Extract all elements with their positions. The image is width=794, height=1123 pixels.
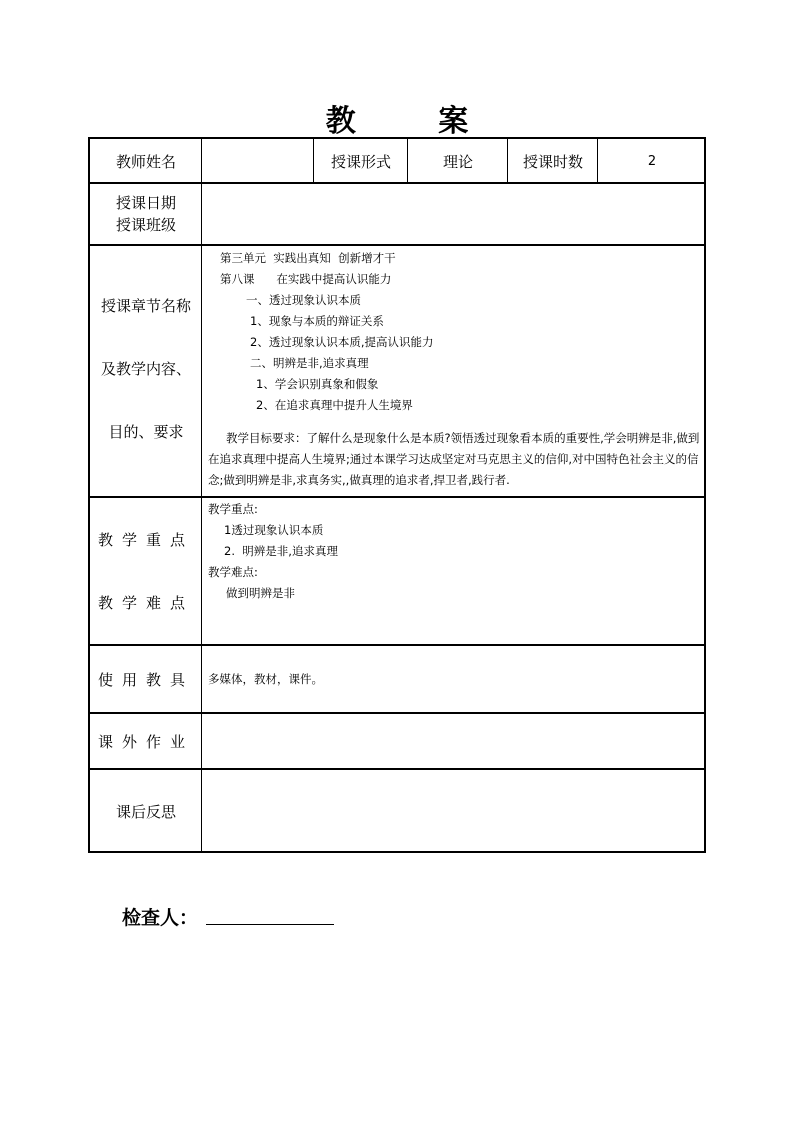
- outline-section: 二、明辨是非,追求真理: [250, 356, 369, 370]
- outline-lesson: 第八课 在实践中提高认识能力: [220, 272, 392, 286]
- date-label: 授课日期: [115, 194, 176, 212]
- outline-item: 1、学会识别真象和假象: [256, 377, 379, 391]
- outline-item: 1、现象与本质的辩证关系: [250, 314, 384, 328]
- difficulty-label: 教学难点: [97, 594, 194, 612]
- lesson-plan-table: [88, 137, 706, 853]
- focus-title: 教学重点:: [208, 502, 258, 516]
- homework-label-text: 课外作业: [97, 732, 194, 751]
- column-divider: [313, 139, 314, 183]
- column-divider: [597, 139, 598, 183]
- focus-item: 1透过现象认识本质: [224, 523, 324, 537]
- homework-label: [90, 713, 202, 769]
- lesson-form-value[interactable]: 理论: [442, 152, 473, 171]
- column-divider: [407, 139, 408, 183]
- row-divider: [90, 182, 704, 184]
- checker-label: 检查人：: [122, 907, 199, 929]
- column-divider: [507, 139, 508, 183]
- focus-label: 教学重点: [97, 531, 194, 549]
- tools-label-text: 使用教具: [97, 670, 194, 689]
- date-class-value[interactable]: [202, 183, 706, 245]
- lesson-hours-value[interactable]: 2: [647, 153, 657, 169]
- key-points-label: [90, 497, 202, 645]
- outline-item: 2、在追求真理中提升人生境界: [256, 398, 413, 412]
- reflection-label: 课后反思: [115, 802, 176, 821]
- teacher-name-value[interactable]: [202, 139, 314, 183]
- page-title: 教 案: [325, 104, 505, 139]
- outline-section: 一、透过现象认识本质: [246, 293, 361, 307]
- teacher-name-label: 教师姓名: [115, 152, 176, 171]
- tools-label: [90, 645, 202, 713]
- difficulty-item: 做到明辨是非: [226, 586, 295, 600]
- row-divider: [90, 768, 704, 770]
- chapter-label-line: 授课章节名称: [100, 297, 191, 315]
- homework-value[interactable]: [202, 713, 706, 769]
- outline-unit: 第三单元 实践出真知 创新增才干: [220, 251, 396, 265]
- checker-signature-line[interactable]: [206, 924, 334, 925]
- class-label: 授课班级: [115, 216, 176, 234]
- reflection-value[interactable]: [202, 769, 706, 853]
- row-divider: [90, 644, 704, 646]
- tools-value: 多媒体，教材，课件。: [208, 671, 323, 686]
- chapter-label: [90, 245, 202, 497]
- key-points-content: [202, 497, 706, 645]
- outline-item: 2、透过现象认识本质,提高认识能力: [250, 335, 434, 349]
- row-divider: [90, 496, 704, 498]
- chapter-label-line: 及教学内容、: [100, 360, 191, 378]
- chapter-content: [202, 245, 706, 497]
- lesson-hours-label: 授课时数: [522, 152, 583, 171]
- row-divider: [90, 712, 704, 714]
- chapter-label-line: 目的、要求: [108, 423, 184, 441]
- focus-item: 2. 明辨是非,追求真理: [224, 544, 338, 558]
- row-divider: [90, 244, 704, 246]
- difficulty-title: 教学难点:: [208, 565, 258, 579]
- date-class-label: [90, 183, 202, 245]
- lesson-form-label: 授课形式: [330, 152, 391, 171]
- teaching-objectives: 教学目标要求：了解什么是现象什么是本质?领悟透过现象看本质的重要性,学会明辨是非,做到在追求真理中提高人生境界;通过本课学习达成坚定对马克思主义的信仰,对中国特色社会主义的信念;做到明辨是非,求真务实,,做真理的追求者,捍卫者,践行者.: [208, 431, 700, 487]
